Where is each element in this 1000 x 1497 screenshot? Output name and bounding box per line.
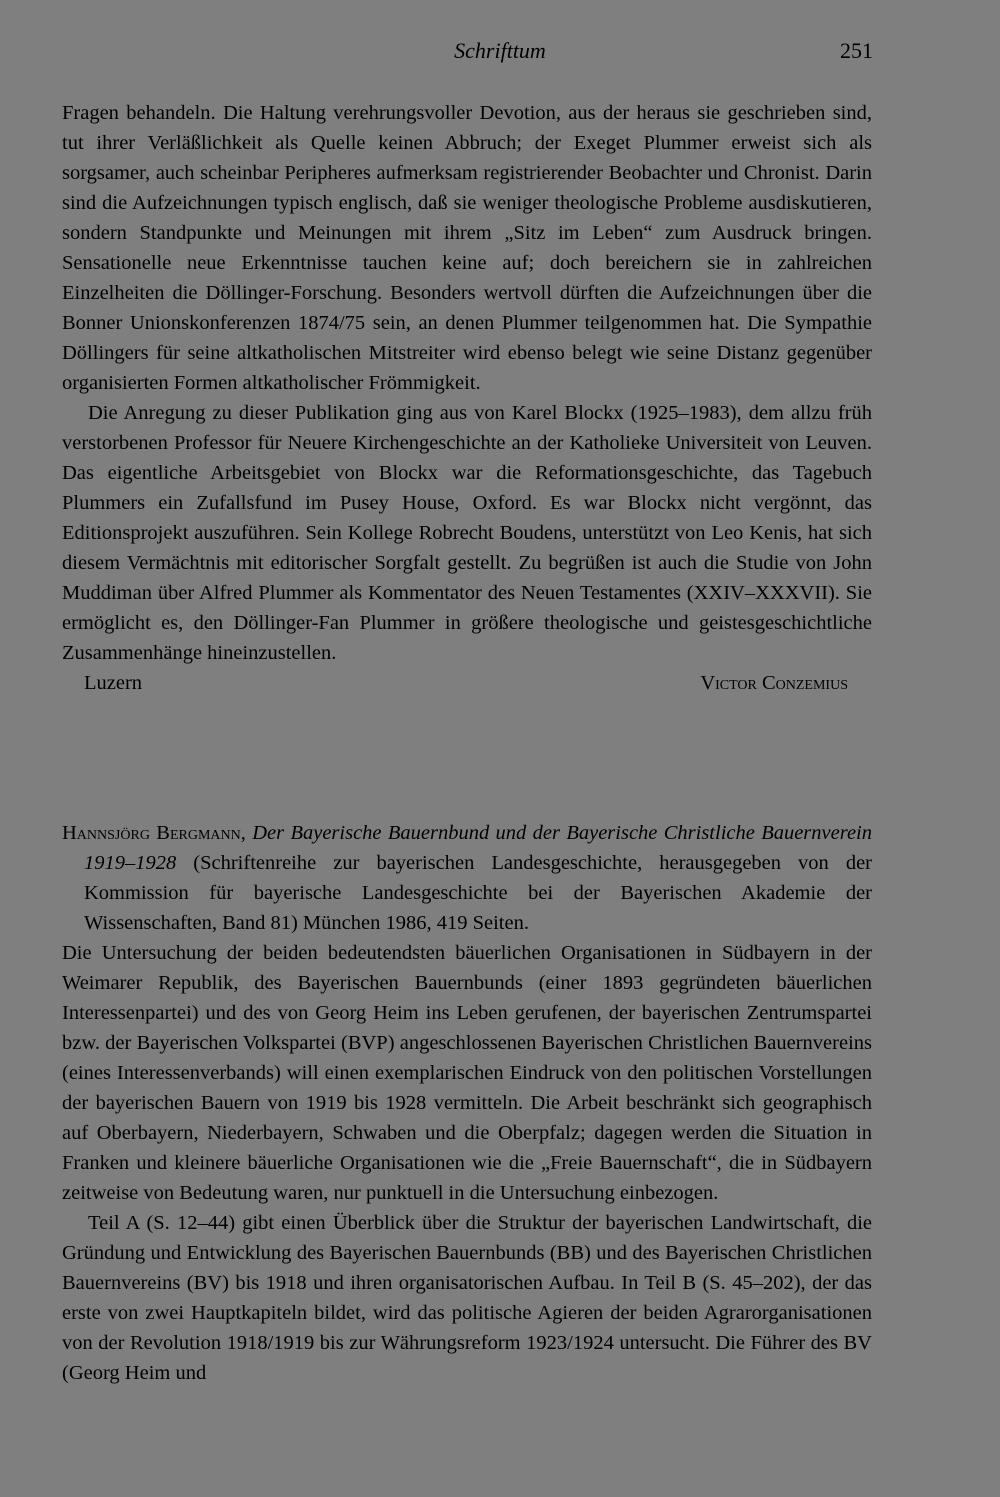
review-2-body xyxy=(62,938,872,1388)
reviewer-name: Victor Conzemius xyxy=(700,672,848,694)
review-1-body xyxy=(62,98,872,698)
review-2-paragraph-2: Teil A (S. 12–44) gibt einen Überblick über die Struktur der bayerischen Landwirtschaft, die Gründung und Entwicklung des Bayerischen Bauernbunds (BB) und des Bayerischen Christlichen Bauernvereins (BV) bis 1918 und ihren organisatorischen Aufbau. In Teil B (S. 45–202), der das erste von zwei Hauptkapiteln bildet, wird das politische Agieren der beiden Agrarorganisationen von der Revolution 1918/1919 bis zur Währungsreform 1923/1924 untersucht. Die Führer des BV (Georg Heim und xyxy=(62,1212,872,1384)
book-author: Hannsjörg Bergmann, xyxy=(62,822,246,844)
review-place: Luzern xyxy=(84,672,143,694)
review-1-paragraph-1: Fragen behandeln. Die Haltung verehrungsvoller Devotion, aus der heraus sie geschrieben sind, tut ihrer Verläßlichkeit als Quelle keinen Abbruch; der Exeget Plummer erweist sich als sorgsamer, auch scheinbar Peripheres aufmerksam registrierender Beobachter und Chronist. Darin sind die Aufzeichnungen typisch englisch, daß sie weniger theologische Probleme ausdiskutieren, sondern Standpunkte und Meinungen mit ihrem „Sitz im Leben“ zum Ausdruck bringen. Sensationelle neue Erkenntnisse tauchen keine auf; doch bereichern sie in zahlreichen Einzelheiten die Döllinger-Forschung. Besonders wertvoll dürften die Aufzeichnungen über die Bonner Unionskonferenzen 1874/75 sein, an denen Plummer teilgenommen hat. Die Sympathie Döllingers für seine altkatholischen Mitstreiter wird ebenso belegt wie seine Distanz gegenüber organisierten Formen altkatholischer Frömmigkeit. xyxy=(62,102,872,394)
running-head-title: Schrifttum xyxy=(454,38,546,63)
page-number: 251 xyxy=(840,38,873,63)
review-1-signature xyxy=(62,668,872,698)
review-1-paragraph-2: Die Anregung zu dieser Publikation ging aus von Karel Blockx (1925–1983), dem allzu früh verstorbenen Professor für Neuere Kirchengeschichte an der Katholieke Universiteit von Leuven. Das eigentliche Arbeitsgebiet von Blockx war die Reformationsgeschichte, das Tagebuch Plummers ein Zufallsfund im Pusey House, Oxford. Es war Blockx nicht vergönnt, das Editionsprojekt auszuführen. Sein Kollege Robrecht Boudens, unterstützt von Leo Kenis, hat sich diesem Vermächtnis mit editorischer Sorgfalt gestellt. Zu begrüßen ist auch die Studie von John Muddiman über Alfred Plummer als Kommentator des Neuen Testamentes (XXIV–XXXVII). Sie ermöglicht es, den Döllinger-Fan Plummer in größere theologische und geistesgeschichtliche Zusammenhänge hineinzustellen. xyxy=(62,402,872,664)
book-reference xyxy=(62,818,872,938)
book-title: Der Bayerische Bauernbund und der Bayerische Christliche Bauernverein 1919–1928 xyxy=(84,822,872,874)
book-details: (Schriftenreihe zur bayerischen Landesgeschichte, herausgegeben von der Kommission für bayerische Landesgeschichte bei der Bayerischen Akademie der Wissenschaften, Band 81) München 1986, 419 Seiten. xyxy=(84,852,873,934)
review-2-paragraph-1: Die Untersuchung der beiden bedeutendsten bäuerlichen Organisationen in Südbayern in der Weimarer Republik, des Bayerischen Bauernbunds (einer 1893 gegründeten bäuerlichen Interessenpartei) und des von Georg Heim ins Leben gerufenen, der bayerischen Zentrumspartei bzw. der Bayerischen Volkspartei (BVP) angeschlossenen Bayerischen Christlichen Bauernvereins (eines Interessenverbands) will einen exemplarischen Eindruck von den politischen Vorstellungen der bayerischen Bauern von 1919 bis 1928 vermitteln. Die Arbeit beschränkt sich geographisch auf Oberbayern, Niederbayern, Schwaben und die Oberpfalz; dagegen werden die Situation in Franken und kleinere bäuerliche Organisationen wie die „Freie Bauernschaft“, die in Südbayern zeitweise von Bedeutung waren, nur punktuell in die Untersuchung einbezogen. xyxy=(62,942,872,1204)
